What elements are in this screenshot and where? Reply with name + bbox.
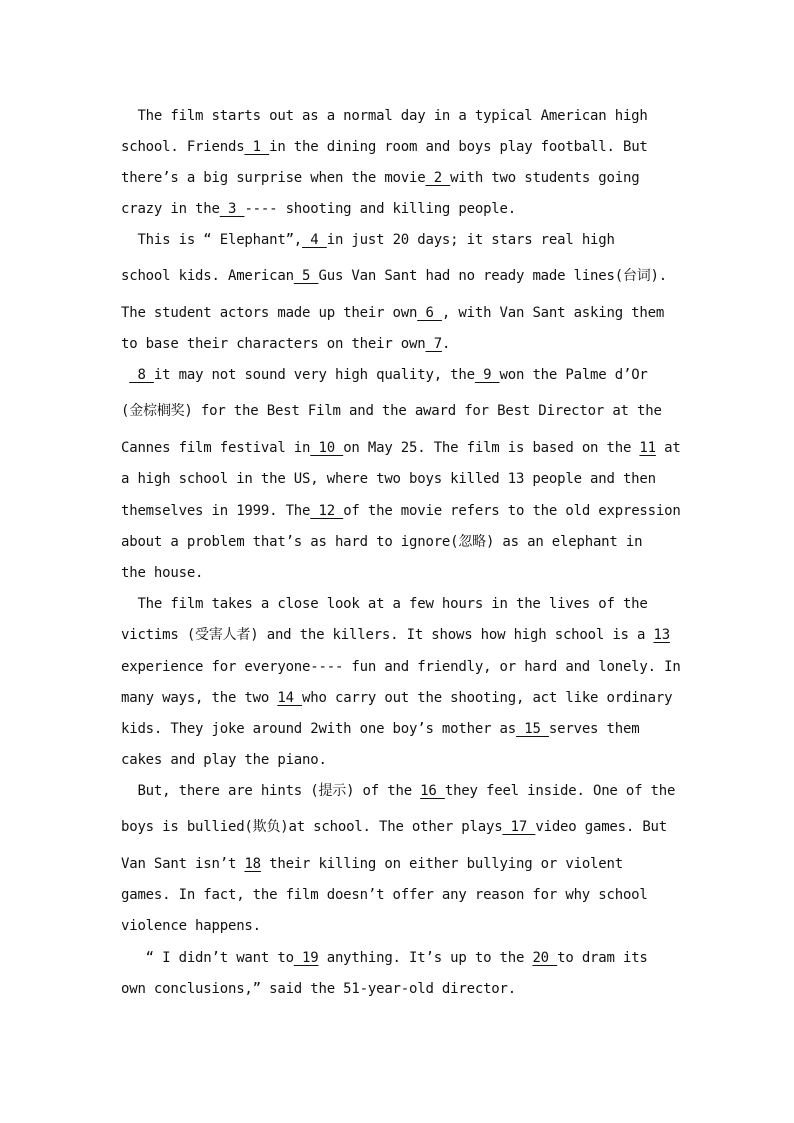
answer-blank: 7 — [425, 336, 442, 352]
text-line — [121, 439, 681, 457]
text-segment: own conclusions,” said the 51-year-old director. — [121, 981, 516, 997]
text-segment: on May 25. The film is based on the — [343, 440, 640, 456]
text-segment: This is “ Elephant”, — [121, 232, 303, 248]
text-line — [121, 138, 648, 156]
answer-blank: 10 — [310, 440, 344, 456]
text-line — [121, 533, 642, 551]
answer-blank: 16 — [420, 783, 445, 799]
text-line — [121, 626, 670, 644]
text-line — [121, 366, 648, 384]
text-line — [121, 304, 664, 322]
answer-blank: 20 — [532, 950, 558, 966]
text-line — [121, 980, 516, 998]
answer-blank: 19 — [293, 950, 319, 966]
text-segment: it may not sound very high quality, the — [153, 367, 475, 383]
text-line — [121, 470, 656, 488]
text-segment: they feel inside. One of the — [444, 783, 676, 799]
answer-blank: 6 — [417, 305, 442, 321]
text-segment: school. Friends — [121, 139, 245, 155]
text-segment: Cannes film festival in — [121, 440, 311, 456]
answer-blank: 14 — [277, 690, 303, 706]
text-line — [121, 502, 681, 520]
answer-blank: 12 — [310, 503, 344, 519]
text-segment: the house. — [121, 565, 204, 581]
text-segment: games. In fact, the film doesn’t offer any reason for why school — [121, 887, 648, 903]
text-segment: to base their characters on their own — [121, 336, 426, 352]
text-line — [121, 818, 667, 836]
text-segment: But, there are hints (提示) of the — [121, 783, 421, 799]
text-line — [121, 886, 648, 904]
text-segment: who carry out the shooting, act like ordinary — [302, 690, 673, 706]
text-segment: experience for everyone---- fun and friendly, or hard and lonely. In — [121, 659, 681, 675]
answer-blank: 3 — [219, 201, 245, 217]
text-line — [121, 595, 648, 613]
text-line — [121, 267, 667, 285]
text-line — [121, 949, 648, 967]
text-segment: cakes and play the piano. — [121, 752, 327, 768]
text-segment: The student actors made up their own — [121, 305, 418, 321]
text-segment: a high school in the US, where two boys killed 13 people and then — [121, 471, 656, 487]
text-segment: anything. It’s up to the — [318, 950, 533, 966]
answer-blank: 8 — [129, 367, 154, 383]
answer-blank: 18 — [244, 856, 261, 872]
text-segment: serves them — [548, 721, 640, 737]
text-line — [121, 751, 327, 769]
text-line — [121, 782, 675, 800]
answer-blank: 11 — [639, 440, 656, 456]
text-segment — [121, 367, 129, 383]
text-segment: boys is bullied(欺负)at school. The other plays — [121, 819, 503, 835]
text-segment: of the movie refers to the old expression — [343, 503, 681, 519]
text-segment: won the Palme d’Or — [499, 367, 648, 383]
answer-blank: 17 — [502, 819, 536, 835]
text-segment: in just 20 days; it stars real high — [326, 232, 615, 248]
text-line — [121, 200, 516, 218]
text-segment: to dram its — [557, 950, 648, 966]
text-segment: victims (受害人者) and the killers. It shows how high school is a — [121, 627, 654, 643]
text-segment: The film starts out as a normal day in a typical American high — [121, 108, 648, 124]
text-segment: violence happens. — [121, 918, 261, 934]
text-line — [121, 855, 623, 873]
text-line — [121, 658, 681, 676]
text-line — [121, 917, 261, 935]
text-segment: The film takes a close look at a few hours in the lives of the — [121, 596, 648, 612]
text-segment: ---- shooting and killing people. — [244, 201, 516, 217]
text-line — [121, 402, 662, 420]
text-line — [121, 564, 203, 582]
answer-blank: 2 — [425, 170, 451, 186]
answer-blank: 15 — [515, 721, 549, 737]
answer-blank: 13 — [653, 627, 670, 643]
text-line — [121, 689, 672, 707]
text-line — [121, 107, 648, 125]
text-segment: in the dining room and boys play football. But — [269, 139, 648, 155]
text-segment: Gus Van Sant had no ready made lines(台词). — [318, 268, 668, 284]
text-line — [121, 231, 615, 249]
answer-blank: 4 — [302, 232, 327, 248]
text-segment: Van Sant isn’t — [121, 856, 245, 872]
text-segment: many ways, the two — [121, 690, 278, 706]
answer-blank: 5 — [293, 268, 319, 284]
text-segment: about a problem that’s as hard to ignore(忽略) as an elephant in — [121, 534, 643, 550]
text-segment: (金棕榈奖) for the Best Film and the award for Best Director at the — [121, 403, 662, 419]
text-segment: school kids. American — [121, 268, 294, 284]
text-segment: . — [441, 336, 451, 352]
answer-blank: 9 — [474, 367, 500, 383]
text-segment: , with Van Sant asking them — [441, 305, 665, 321]
text-segment: crazy in the — [121, 201, 220, 217]
text-line — [121, 335, 450, 353]
text-segment: “ I didn’t want to — [121, 950, 294, 966]
text-segment: their killing on either bullying or violent — [260, 856, 623, 872]
answer-blank: 1 — [244, 139, 270, 155]
text-segment: there’s a big surprise when the movie — [121, 170, 426, 186]
text-segment: themselves in 1999. The — [121, 503, 311, 519]
text-line — [121, 169, 639, 187]
text-segment: video games. But — [535, 819, 668, 835]
text-segment: kids. They joke around 2with one boy’s mother as — [121, 721, 516, 737]
text-line — [121, 720, 639, 738]
text-segment: at — [655, 440, 681, 456]
text-segment: with two students going — [450, 170, 640, 186]
